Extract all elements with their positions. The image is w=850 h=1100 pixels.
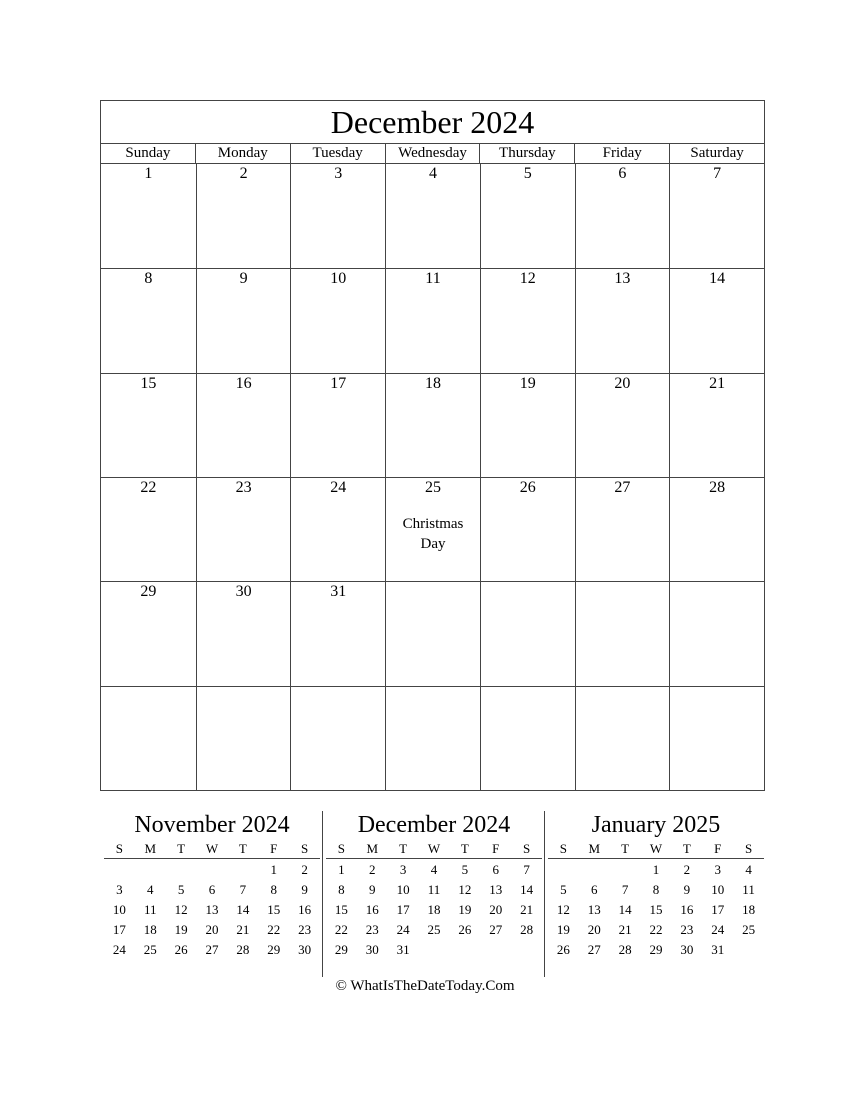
day-cell <box>575 581 670 685</box>
mini-weekday-label: W <box>205 841 219 856</box>
day-cell <box>669 164 764 268</box>
mini-day-number: 15 <box>649 902 663 917</box>
day-cell <box>480 164 575 268</box>
day-cell <box>290 686 385 790</box>
day-number: 10 <box>330 270 347 288</box>
mini-day-number: 5 <box>177 882 185 897</box>
mini-day-number: 20 <box>587 922 601 937</box>
day-number: 30 <box>235 583 252 601</box>
day-cell <box>196 373 291 477</box>
mini-day-number: 18 <box>742 902 756 917</box>
day-cell <box>575 686 670 790</box>
mini-weekday-label: F <box>492 841 500 856</box>
day-cell <box>290 477 385 581</box>
mini-weekday-label: T <box>399 841 408 856</box>
day-cell <box>101 164 196 268</box>
mini-day-number: 12 <box>458 882 472 897</box>
mini-day-number: 11 <box>427 882 441 897</box>
mini-day-number: 3 <box>399 862 407 877</box>
mini-day-number: 7 <box>523 862 530 877</box>
mini-day-number: 28 <box>520 922 534 937</box>
mini-day-number: 11 <box>144 902 157 917</box>
mini-calendar-divider <box>322 811 323 977</box>
mini-day-number: 2 <box>369 862 376 877</box>
mini-day-number: 20 <box>489 902 503 917</box>
day-cell <box>101 477 196 581</box>
copyright-footer: © WhatIsTheDateToday.Com <box>335 978 515 994</box>
mini-day-number: 31 <box>711 942 725 957</box>
mini-day-number <box>166 860 197 880</box>
day-cell <box>669 373 764 477</box>
day-cell <box>575 268 670 372</box>
day-cell <box>101 373 196 477</box>
mini-weekday-label: M <box>366 841 379 856</box>
mini-day-number: 4 <box>147 882 154 897</box>
mini-day-number: 14 <box>618 902 632 917</box>
mini-day-number: 3 <box>116 882 123 897</box>
mini-day-number: 19 <box>556 922 570 937</box>
day-cell <box>385 268 480 372</box>
mini-day-number <box>419 940 450 960</box>
holiday-label-line: Christmas <box>402 516 464 532</box>
mini-day-number: 25 <box>427 922 441 937</box>
mini-weekday-label: W <box>649 841 663 856</box>
mini-day-number: 27 <box>489 922 503 937</box>
mini-weekday-label: T <box>460 841 469 856</box>
mini-day-number: 29 <box>649 942 663 957</box>
day-cell <box>575 164 670 268</box>
day-cell <box>196 686 291 790</box>
mini-weekday-label: S <box>115 841 124 856</box>
day-cell <box>290 164 385 268</box>
mini-day-number: 7 <box>621 882 629 897</box>
mini-day-grid <box>104 860 320 960</box>
day-cell <box>290 373 385 477</box>
day-number: 18 <box>424 374 441 392</box>
mini-day-number: 21 <box>520 902 534 917</box>
mini-day-number: 17 <box>112 922 126 937</box>
mini-weekday-label: F <box>270 841 278 856</box>
mini-calendar <box>326 810 542 960</box>
mini-day-number: 26 <box>174 942 188 957</box>
day-number: 4 <box>428 165 437 182</box>
mini-day-number: 27 <box>587 942 601 957</box>
mini-weekday-label: T <box>238 841 247 856</box>
mini-day-number <box>135 860 166 880</box>
mini-day-number: 18 <box>143 922 157 937</box>
mini-day-number: 30 <box>680 942 694 957</box>
mini-weekday-label: M <box>144 841 157 856</box>
mini-day-number: 18 <box>427 902 441 917</box>
mini-day-number: 22 <box>267 922 281 937</box>
mini-weekday-label: T <box>621 841 630 856</box>
day-cell <box>385 373 480 477</box>
mini-day-number: 6 <box>492 862 499 877</box>
mini-day-number: 21 <box>618 922 632 937</box>
mini-day-number: 13 <box>489 882 503 897</box>
mini-day-number: 26 <box>458 922 472 937</box>
mini-weekday-row <box>104 840 320 859</box>
mini-day-number: 8 <box>338 882 345 897</box>
mini-day-number: 11 <box>742 882 755 897</box>
day-number: 11 <box>425 270 441 288</box>
mini-weekday-label: T <box>682 841 691 856</box>
day-cell <box>480 686 575 790</box>
mini-weekday-label: S <box>522 841 531 856</box>
day-number: 26 <box>519 479 536 496</box>
mini-day-number: 28 <box>618 942 632 957</box>
day-number: 15 <box>140 374 157 392</box>
day-cell <box>101 268 196 372</box>
mini-weekday-label: F <box>714 841 722 856</box>
mini-weekday-label: M <box>588 841 601 856</box>
mini-weekday-label: S <box>300 841 309 856</box>
mini-day-number: 23 <box>680 922 694 937</box>
mini-day-number: 6 <box>591 882 598 897</box>
mini-day-number: 15 <box>334 902 348 917</box>
day-number: 16 <box>235 374 252 392</box>
mini-day-number: 25 <box>143 942 157 957</box>
mini-day-number: 31 <box>396 942 410 957</box>
calendar-grid <box>101 164 764 790</box>
day-cell <box>385 581 480 685</box>
mini-day-number: 24 <box>396 922 410 937</box>
mini-weekday-label: W <box>427 841 441 856</box>
day-cell <box>480 477 575 581</box>
weekday-label: Tuesday <box>290 144 385 163</box>
mini-day-number <box>449 940 480 960</box>
mini-day-number <box>579 860 610 880</box>
mini-weekday-row <box>548 840 764 859</box>
mini-day-number <box>733 940 764 960</box>
mini-day-number <box>548 860 579 880</box>
mini-day-number: 28 <box>236 942 250 957</box>
mini-day-number: 24 <box>112 942 126 957</box>
mini-day-number: 2 <box>301 862 308 877</box>
mini-day-number: 16 <box>298 902 312 917</box>
day-number: 27 <box>614 479 631 496</box>
mini-day-number <box>480 940 511 960</box>
day-cell <box>385 164 480 268</box>
day-number: 9 <box>239 270 248 288</box>
weekday-header-row <box>101 144 764 164</box>
mini-day-number: 10 <box>112 902 126 917</box>
mini-day-number: 15 <box>267 902 281 917</box>
day-number: 24 <box>330 479 347 496</box>
mini-calendar <box>548 810 764 960</box>
day-number: 23 <box>235 479 252 496</box>
mini-weekday-label: S <box>337 841 346 856</box>
mini-day-number: 5 <box>461 862 469 877</box>
mini-day-number: 10 <box>711 882 725 897</box>
mini-day-number: 22 <box>649 922 663 937</box>
mini-day-number: 26 <box>556 942 570 957</box>
day-cell <box>290 268 385 372</box>
mini-calendar-title: January 2025 <box>591 812 721 838</box>
weekday-label: Friday <box>574 144 669 163</box>
day-number: 6 <box>618 165 627 182</box>
mini-day-number: 25 <box>742 922 756 937</box>
mini-day-number: 1 <box>652 862 660 877</box>
weekday-label: Monday <box>195 144 290 163</box>
day-cell <box>290 581 385 685</box>
mini-day-number: 19 <box>174 922 188 937</box>
mini-day-number: 9 <box>683 882 691 897</box>
mini-day-number: 4 <box>745 862 752 877</box>
mini-day-number: 8 <box>652 882 660 897</box>
mini-day-number: 29 <box>267 942 281 957</box>
day-cell <box>669 268 764 372</box>
holiday-label <box>386 514 480 554</box>
mini-day-number <box>104 860 135 880</box>
day-cell <box>669 581 764 685</box>
day-cell <box>101 581 196 685</box>
day-cell <box>480 373 575 477</box>
day-number: 5 <box>523 165 532 182</box>
main-calendar <box>100 100 765 791</box>
holiday-label-line: Day <box>420 536 446 552</box>
day-number: 22 <box>140 479 157 496</box>
mini-day-grid <box>326 860 542 960</box>
day-number: 20 <box>614 374 631 392</box>
day-number: 31 <box>330 583 347 601</box>
day-cell <box>196 477 291 581</box>
mini-day-number: 6 <box>208 882 216 897</box>
mini-day-number: 27 <box>205 942 219 957</box>
mini-day-number: 23 <box>365 922 379 937</box>
day-cell <box>669 686 764 790</box>
mini-day-number: 1 <box>270 862 277 877</box>
day-cell <box>196 164 291 268</box>
mini-day-number: 9 <box>301 882 308 897</box>
day-number: 7 <box>713 165 722 182</box>
day-cell <box>669 477 764 581</box>
mini-day-number <box>511 940 542 960</box>
mini-day-number: 7 <box>239 882 247 897</box>
mini-day-number: 5 <box>560 882 567 897</box>
mini-day-number: 8 <box>270 882 277 897</box>
day-cell <box>480 581 575 685</box>
mini-day-number: 4 <box>430 862 438 877</box>
mini-day-number: 22 <box>334 922 348 937</box>
mini-day-number: 30 <box>365 942 379 957</box>
mini-day-number: 16 <box>680 902 694 917</box>
day-cell <box>196 581 291 685</box>
day-number: 12 <box>519 270 536 288</box>
mini-day-number: 14 <box>236 902 250 917</box>
mini-day-number: 14 <box>520 882 534 897</box>
mini-calendar-title: November 2024 <box>134 812 290 838</box>
mini-day-number: 13 <box>587 902 601 917</box>
mini-day-number: 12 <box>556 902 570 917</box>
mini-calendar-divider <box>544 811 545 977</box>
day-cell <box>101 686 196 790</box>
mini-day-number: 19 <box>458 902 472 917</box>
mini-day-number: 30 <box>298 942 312 957</box>
day-number: 8 <box>144 270 153 288</box>
mini-day-number: 17 <box>711 902 725 917</box>
day-number: 2 <box>239 165 248 182</box>
mini-day-number: 29 <box>334 942 348 957</box>
weekday-label: Wednesday <box>385 144 480 163</box>
day-number: 17 <box>330 374 347 392</box>
mini-day-number: 20 <box>205 922 219 937</box>
mini-day-number: 10 <box>396 882 410 897</box>
day-cell <box>385 686 480 790</box>
day-number: 3 <box>334 165 343 182</box>
mini-day-number <box>197 860 228 880</box>
day-cell <box>575 477 670 581</box>
mini-calendar <box>104 810 320 960</box>
mini-day-number: 24 <box>711 922 725 937</box>
day-number: 19 <box>519 374 536 392</box>
mini-day-number: 3 <box>714 862 721 877</box>
mini-day-number: 12 <box>174 902 188 917</box>
mini-day-number: 21 <box>236 922 250 937</box>
day-number: 28 <box>709 479 726 496</box>
day-number: 21 <box>709 374 726 392</box>
mini-day-number: 16 <box>365 902 379 917</box>
day-number: 1 <box>144 165 153 182</box>
mini-day-number: 23 <box>298 922 312 937</box>
mini-day-number: 13 <box>205 902 219 917</box>
mini-day-number: 9 <box>369 882 376 897</box>
day-number: 14 <box>709 270 726 288</box>
weekday-label: Sunday <box>125 145 171 161</box>
mini-day-number: 1 <box>338 862 345 877</box>
mini-day-number <box>610 860 641 880</box>
day-cell <box>196 268 291 372</box>
day-cell <box>480 268 575 372</box>
weekday-label: Saturday <box>669 144 764 163</box>
calendar-title: December 2024 <box>101 101 764 144</box>
mini-weekday-row <box>326 840 542 859</box>
day-number: 29 <box>140 583 157 601</box>
day-number: 13 <box>614 270 631 288</box>
mini-weekday-label: T <box>177 841 186 856</box>
weekday-label: Thursday <box>479 144 574 163</box>
mini-weekday-label: S <box>559 841 568 856</box>
day-cell <box>575 373 670 477</box>
mini-day-number <box>227 860 258 880</box>
mini-day-grid <box>548 860 764 960</box>
mini-weekday-label: S <box>744 841 753 856</box>
mini-day-number: 17 <box>396 902 410 917</box>
day-cell <box>385 477 480 581</box>
day-number: 25 <box>424 479 441 496</box>
mini-calendar-title: December 2024 <box>357 812 511 838</box>
mini-calendars <box>100 810 765 978</box>
mini-day-number: 2 <box>683 862 691 877</box>
